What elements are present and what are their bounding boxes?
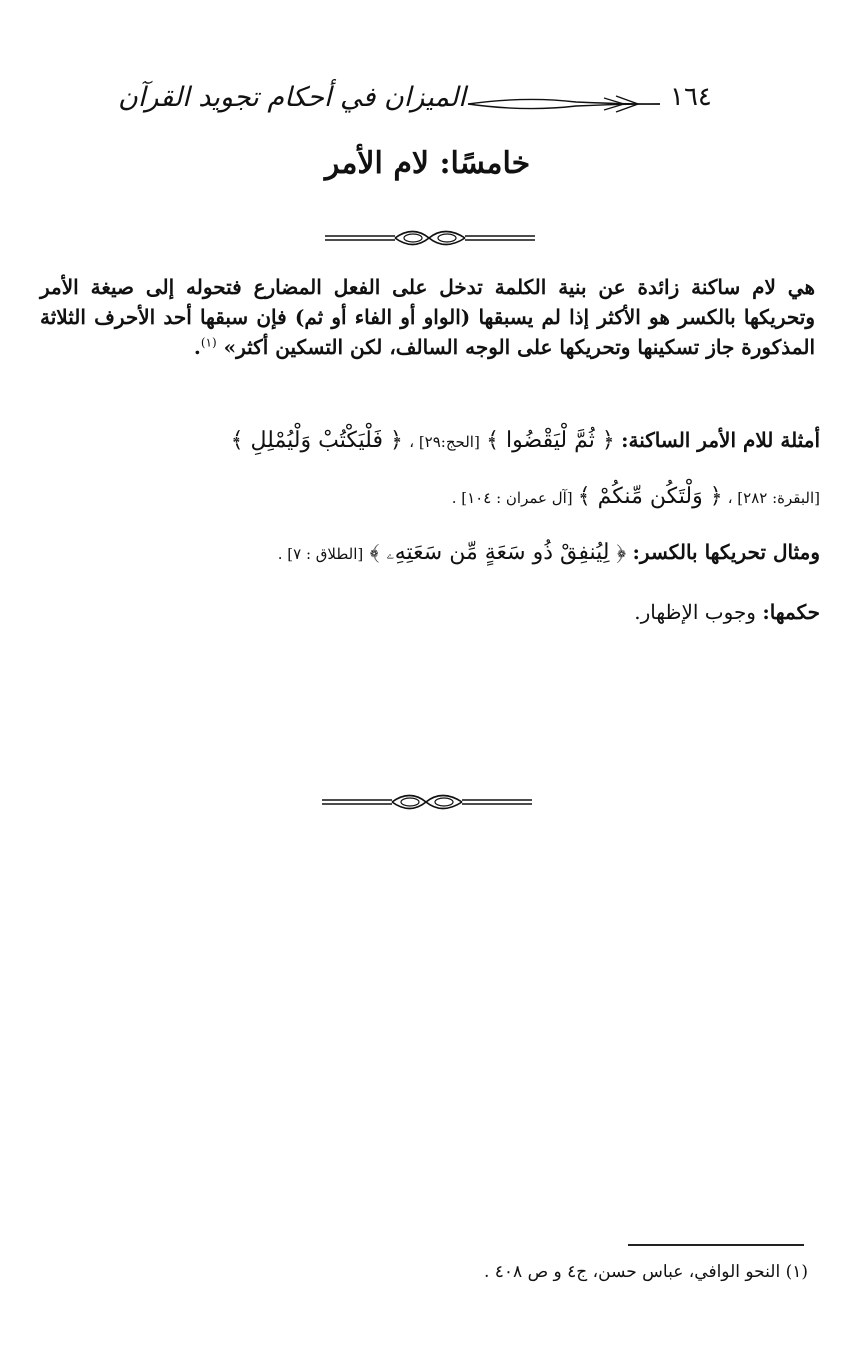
examples-sakina-line2 bbox=[40, 484, 820, 509]
definition-text: هي لام ساكنة زائدة عن بنية الكلمة تدخل على الفعل المضارع فتحوله إلى صيغة الأمر وتحريكها بالكسر هو الأكثر إذا لم يسبقها (الواو أو الفاء أو ثم) فإن سبقها أحد الأحرف الثلاثة المذكورة جاز تسكينها وتحريكها على الوجه السالف، لكن التسكين أكثر» bbox=[40, 275, 815, 359]
section-title: خامسًا: لام الأمر bbox=[324, 146, 531, 181]
verse-ref-1: [الحج:٢٩] ، bbox=[409, 433, 480, 451]
ruling-line bbox=[40, 600, 820, 624]
page-number: ١٦٤ bbox=[670, 82, 712, 112]
examples-sakina-line1 bbox=[40, 428, 820, 453]
running-header bbox=[110, 82, 710, 122]
ruling-label: حكمها: bbox=[762, 600, 820, 624]
book-title: الميزان في أحكام تجويد القرآن bbox=[118, 82, 466, 113]
verse-ref-4: [الطلاق : ٧] . bbox=[277, 545, 364, 563]
quran-verse-3: ﴿ وَلْتَكُن مِّنكُمْ ﴾ bbox=[577, 484, 723, 509]
example-kasr-label: ومثال تحريكها بالكسر: bbox=[632, 540, 820, 564]
definition-paragraph bbox=[40, 272, 815, 362]
verse-ref-3: [آل عمران : ١٠٤] . bbox=[451, 489, 573, 507]
footnote: (١) النحو الوافي، عباس حسن، ج٤ و ص ٤٠٨ . bbox=[483, 1262, 808, 1282]
end-ornament-icon bbox=[322, 787, 532, 817]
quran-verse-2: ﴿ فَلْيَكْتُبْ وَلْيُمْلِلِ ﴾ bbox=[230, 428, 403, 453]
definition-end: . bbox=[193, 335, 201, 359]
quran-verse-4: ﴿ لِيُنفِقْ ذُو سَعَةٍ مِّن سَعَتِهِۦ ﴾ bbox=[369, 540, 627, 565]
quran-verse-1: ﴿ ثُمَّ لْيَقْضُوا ﴾ bbox=[486, 428, 615, 453]
example-kasr-line bbox=[40, 540, 820, 565]
footnote-separator bbox=[628, 1244, 804, 1246]
divider-ornament-icon bbox=[325, 223, 535, 253]
verse-ref-2: [البقرة: ٢٨٢] ، bbox=[727, 489, 820, 507]
footnote-marker: (١) bbox=[200, 335, 217, 350]
examples-sakina-label: أمثلة للام الأمر الساكنة: bbox=[621, 428, 820, 452]
ruling-text: وجوب الإظهار. bbox=[634, 600, 756, 624]
header-arrow-ornament bbox=[466, 92, 662, 116]
